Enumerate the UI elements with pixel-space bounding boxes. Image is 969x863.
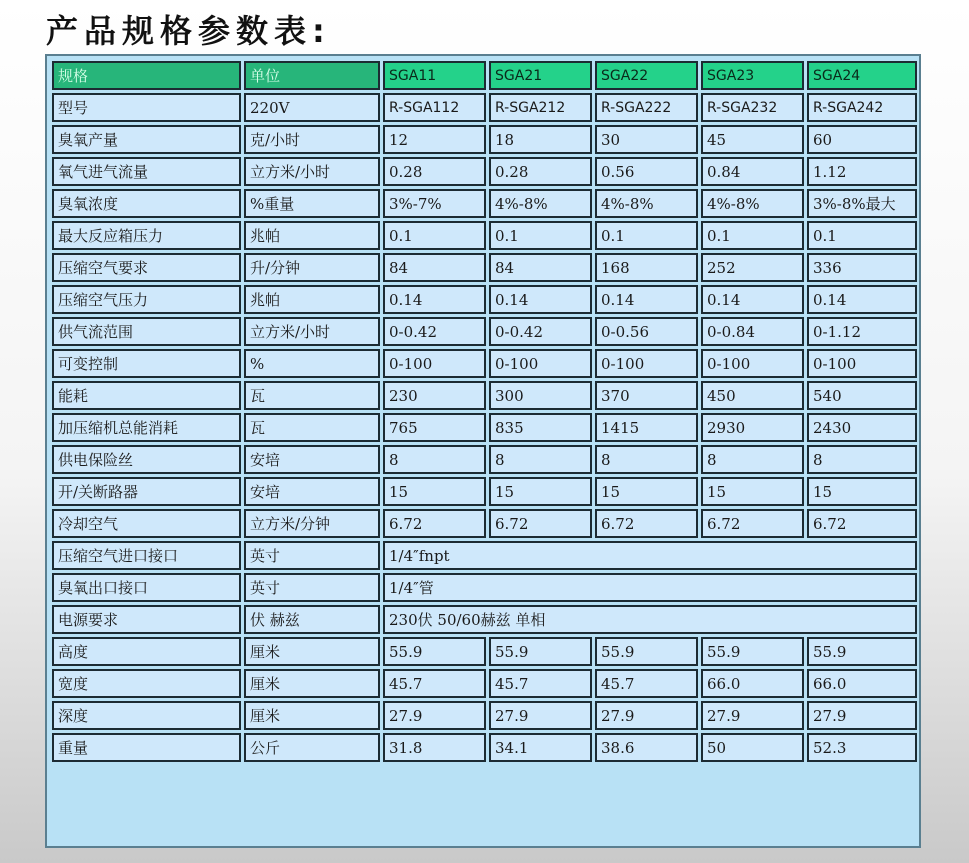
table-cell: 6.72 (807, 509, 917, 538)
row-unit: 厘米 (244, 701, 380, 730)
table-row (52, 573, 917, 602)
table-cell: 0-100 (489, 349, 592, 378)
table-cell: 4%-8% (701, 189, 804, 218)
row-label: 氧气进气流量 (52, 157, 241, 186)
table-cell: 0.84 (701, 157, 804, 186)
table-cell: 0.1 (489, 221, 592, 250)
table-cell: 2430 (807, 413, 917, 442)
table-row (52, 701, 917, 730)
header-model: SGA22 (595, 61, 698, 90)
table-row (52, 605, 917, 634)
table-cell: 450 (701, 381, 804, 410)
row-unit: 厘米 (244, 637, 380, 666)
table-row (52, 285, 917, 314)
table-cell: 8 (807, 445, 917, 474)
table-cell: 84 (383, 253, 486, 282)
row-label: 压缩空气压力 (52, 285, 241, 314)
table-row (52, 413, 917, 442)
table-cell: 15 (807, 477, 917, 506)
table-cell: 0.28 (489, 157, 592, 186)
table-cell: 15 (383, 477, 486, 506)
table-cell: 6.72 (383, 509, 486, 538)
spec-table (49, 58, 920, 765)
table-cell: 540 (807, 381, 917, 410)
table-cell: 3%-8%最大 (807, 189, 917, 218)
table-cell: 38.6 (595, 733, 698, 762)
table-row (52, 541, 917, 570)
table-cell: 1.12 (807, 157, 917, 186)
table-cell: 0.1 (595, 221, 698, 250)
row-label: 开/关断路器 (52, 477, 241, 506)
table-cell: 230 (383, 381, 486, 410)
table-row (52, 733, 917, 762)
table-cell: 30 (595, 125, 698, 154)
table-cell: 1415 (595, 413, 698, 442)
table-row (52, 189, 917, 218)
row-unit: % (244, 349, 380, 378)
table-cell: 66.0 (807, 669, 917, 698)
table-cell: R-SGA242 (807, 93, 917, 122)
table-cell: 300 (489, 381, 592, 410)
table-cell: 0.1 (383, 221, 486, 250)
table-cell: 0-1.12 (807, 317, 917, 346)
table-row (52, 93, 917, 122)
table-cell: 4%-8% (595, 189, 698, 218)
table-cell: 0-100 (595, 349, 698, 378)
table-cell: 15 (595, 477, 698, 506)
table-cell: 1/4″fnpt (383, 541, 917, 570)
table-cell: 230伏 50/60赫兹 单相 (383, 605, 917, 634)
row-label: 臭氧浓度 (52, 189, 241, 218)
table-cell: 27.9 (595, 701, 698, 730)
table-cell: 0-0.42 (383, 317, 486, 346)
table-cell: R-SGA232 (701, 93, 804, 122)
table-cell: 0-100 (383, 349, 486, 378)
table-cell: R-SGA212 (489, 93, 592, 122)
table-cell: 84 (489, 253, 592, 282)
row-unit: 立方米/分钟 (244, 509, 380, 538)
header-model: SGA23 (701, 61, 804, 90)
row-unit: 安培 (244, 477, 380, 506)
table-cell: 835 (489, 413, 592, 442)
header-unit: 单位 (244, 61, 380, 90)
row-unit: 升/分钟 (244, 253, 380, 282)
table-cell: 336 (807, 253, 917, 282)
row-label: 能耗 (52, 381, 241, 410)
table-header-row (52, 61, 917, 90)
table-cell: 31.8 (383, 733, 486, 762)
table-cell: 168 (595, 253, 698, 282)
table-cell: 27.9 (489, 701, 592, 730)
row-label: 型号 (52, 93, 241, 122)
table-cell: 6.72 (489, 509, 592, 538)
header-model: SGA11 (383, 61, 486, 90)
table-cell: 6.72 (701, 509, 804, 538)
row-unit: 厘米 (244, 669, 380, 698)
row-label: 加压缩机总能消耗 (52, 413, 241, 442)
table-row (52, 349, 917, 378)
table-cell: 1/4″管 (383, 573, 917, 602)
row-label: 电源要求 (52, 605, 241, 634)
table-cell: 50 (701, 733, 804, 762)
row-unit: 英寸 (244, 541, 380, 570)
row-label: 臭氧出口接口 (52, 573, 241, 602)
row-unit: 立方米/小时 (244, 157, 380, 186)
table-cell: 55.9 (595, 637, 698, 666)
table-cell: 8 (383, 445, 486, 474)
table-cell: 0.1 (807, 221, 917, 250)
table-row (52, 125, 917, 154)
table-row (52, 637, 917, 666)
row-unit: 安培 (244, 445, 380, 474)
table-cell: 0.14 (383, 285, 486, 314)
table-cell: 27.9 (807, 701, 917, 730)
row-label: 宽度 (52, 669, 241, 698)
row-unit: 兆帕 (244, 285, 380, 314)
table-row (52, 253, 917, 282)
table-cell: 2930 (701, 413, 804, 442)
table-row (52, 317, 917, 346)
table-cell: 0.14 (489, 285, 592, 314)
table-cell: 6.72 (595, 509, 698, 538)
row-label: 压缩空气要求 (52, 253, 241, 282)
table-cell: 27.9 (701, 701, 804, 730)
table-cell: 60 (807, 125, 917, 154)
table-row (52, 477, 917, 506)
table-row (52, 157, 917, 186)
row-unit: 220V (244, 93, 380, 122)
row-label: 压缩空气进口接口 (52, 541, 241, 570)
header-spec: 规格 (52, 61, 241, 90)
row-unit: 瓦 (244, 413, 380, 442)
table-cell: 0-100 (807, 349, 917, 378)
page-title: 产品规格参数表: (46, 12, 331, 50)
table-cell: 4%-8% (489, 189, 592, 218)
spec-table-frame (45, 54, 921, 848)
row-label: 最大反应箱压力 (52, 221, 241, 250)
table-cell: 0.14 (701, 285, 804, 314)
table-cell: 0.28 (383, 157, 486, 186)
row-unit: 克/小时 (244, 125, 380, 154)
table-cell: 0.1 (701, 221, 804, 250)
table-cell: 0.56 (595, 157, 698, 186)
table-cell: 0.14 (595, 285, 698, 314)
row-unit: 英寸 (244, 573, 380, 602)
table-cell: 55.9 (383, 637, 486, 666)
table-cell: 15 (489, 477, 592, 506)
table-cell: 0-100 (701, 349, 804, 378)
table-cell: 3%-7% (383, 189, 486, 218)
table-cell: 0-0.84 (701, 317, 804, 346)
table-cell: 27.9 (383, 701, 486, 730)
table-row (52, 669, 917, 698)
row-unit: 兆帕 (244, 221, 380, 250)
table-row (52, 509, 917, 538)
table-cell: 12 (383, 125, 486, 154)
table-cell: 0.14 (807, 285, 917, 314)
table-cell: 45 (701, 125, 804, 154)
row-unit: 立方米/小时 (244, 317, 380, 346)
row-unit: 伏 赫兹 (244, 605, 380, 634)
row-unit: %重量 (244, 189, 380, 218)
table-cell: 52.3 (807, 733, 917, 762)
table-cell: 15 (701, 477, 804, 506)
row-unit: 公斤 (244, 733, 380, 762)
row-label: 供电保险丝 (52, 445, 241, 474)
table-cell: 8 (489, 445, 592, 474)
row-label: 可变控制 (52, 349, 241, 378)
table-cell: 0-0.56 (595, 317, 698, 346)
row-label: 高度 (52, 637, 241, 666)
row-label: 冷却空气 (52, 509, 241, 538)
table-row (52, 221, 917, 250)
header-model: SGA24 (807, 61, 917, 90)
table-cell: 8 (701, 445, 804, 474)
table-row (52, 445, 917, 474)
table-cell: 252 (701, 253, 804, 282)
row-label: 供气流范围 (52, 317, 241, 346)
row-label: 深度 (52, 701, 241, 730)
table-cell: 45.7 (595, 669, 698, 698)
table-cell: R-SGA112 (383, 93, 486, 122)
table-cell: 370 (595, 381, 698, 410)
table-cell: 765 (383, 413, 486, 442)
table-cell: 8 (595, 445, 698, 474)
row-label: 臭氧产量 (52, 125, 241, 154)
header-model: SGA21 (489, 61, 592, 90)
row-label: 重量 (52, 733, 241, 762)
table-cell: 66.0 (701, 669, 804, 698)
table-cell: 55.9 (807, 637, 917, 666)
table-cell: 55.9 (489, 637, 592, 666)
table-cell: 0-0.42 (489, 317, 592, 346)
row-unit: 瓦 (244, 381, 380, 410)
table-cell: 55.9 (701, 637, 804, 666)
table-cell: 18 (489, 125, 592, 154)
table-cell: 34.1 (489, 733, 592, 762)
table-row (52, 381, 917, 410)
table-cell: R-SGA222 (595, 93, 698, 122)
table-cell: 45.7 (489, 669, 592, 698)
table-cell: 45.7 (383, 669, 486, 698)
